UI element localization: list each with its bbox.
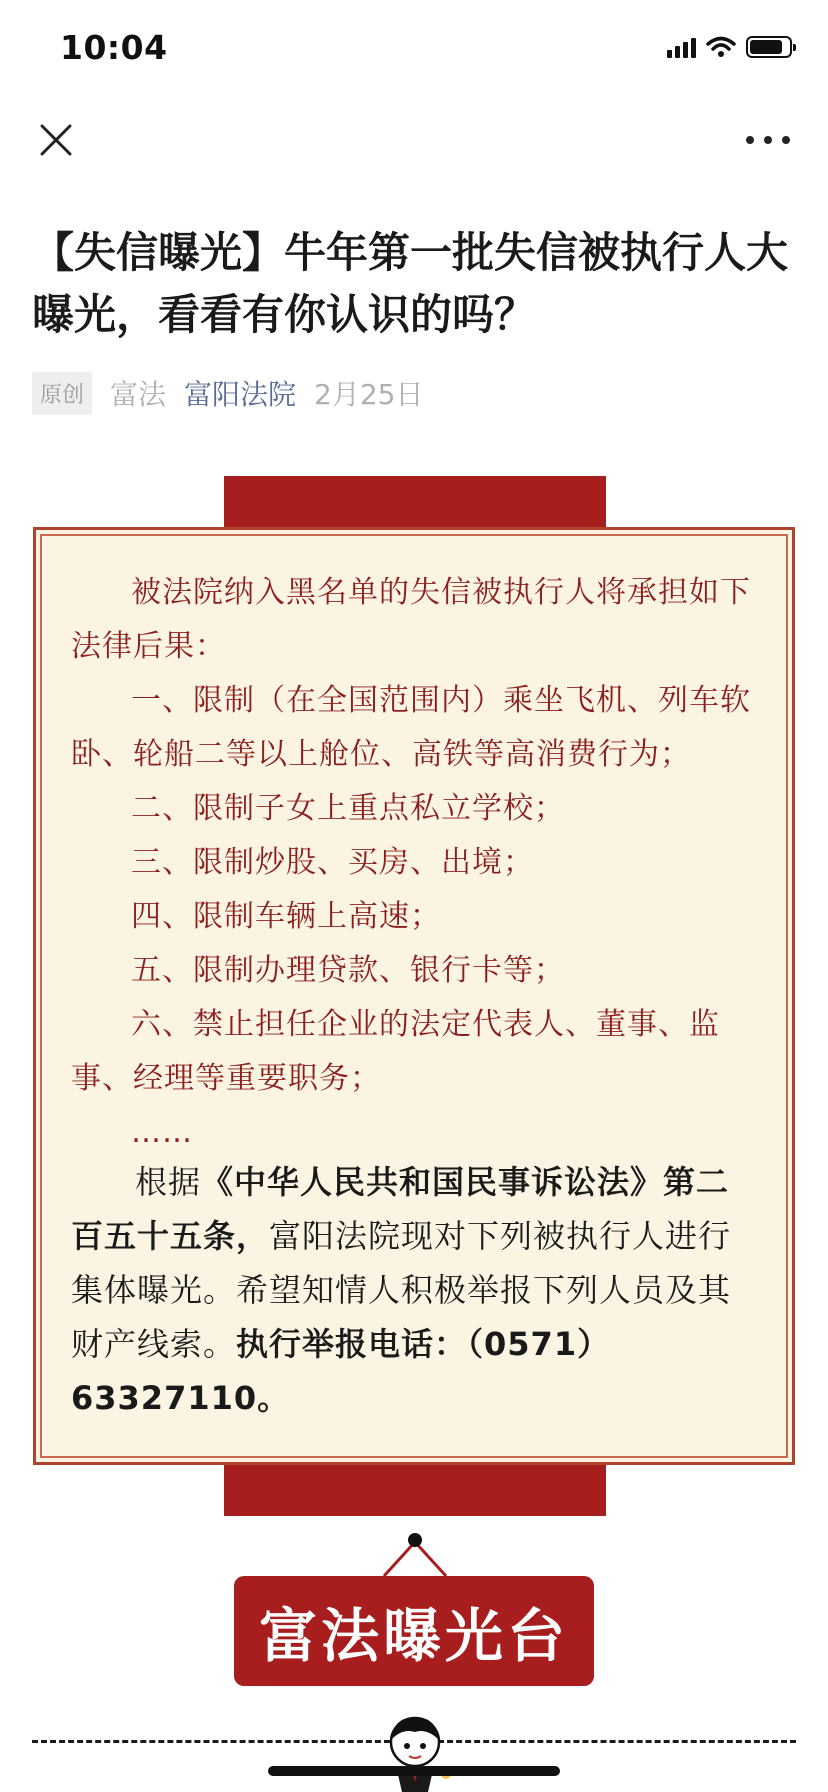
publish-date: 2月25日 — [314, 378, 424, 411]
battery-icon — [746, 36, 792, 58]
home-indicator[interactable] — [268, 1766, 560, 1776]
article-title: 【失信曝光】牛年第一批失信被执行人大曝光，看看有你认识的吗？ — [32, 228, 789, 339]
notice-item: 二、限制子女上重点私立学校； — [131, 791, 565, 826]
notice-item: 三、限制炒股、买房、出境； — [131, 845, 534, 880]
notice-footer-band — [224, 1460, 606, 1516]
hanger-icon — [380, 1530, 450, 1578]
notice-item: 一、限制（在全国范围内）乘坐飞机、列车软卧、轮船二等以上舱位、高铁等高消费行为； — [71, 683, 751, 772]
notice-item: 五、限制办理贷款、银行卡等； — [131, 953, 565, 988]
notice-card — [33, 527, 795, 1465]
original-badge: 原创 — [32, 372, 92, 415]
close-icon — [32, 116, 80, 164]
status-bar — [0, 0, 828, 100]
exposure-banner: 富法曝光台 — [234, 1576, 594, 1686]
para-prefix: 根据 — [135, 1163, 202, 1201]
account-link[interactable]: 富阳法院 — [184, 378, 297, 411]
notice-header-band — [224, 476, 606, 532]
status-time: 10:04 — [60, 28, 168, 67]
wifi-icon — [706, 36, 736, 58]
status-icons — [667, 36, 792, 58]
notice-item: 四、限制车辆上高速； — [131, 899, 441, 934]
more-icon — [738, 116, 798, 164]
mascot-icon — [372, 1712, 458, 1792]
law-reference: 《中华人民共和国民事诉讼法》第二百五十五条， — [71, 1163, 730, 1255]
signal-icon — [667, 36, 696, 58]
notice-item: 六、禁止担任企业的法定代表人、董事、监事、经理等重要职务； — [71, 1007, 720, 1096]
para-middle: 富阳法院现对下列被执行人进行集体曝光。希望知情人积极举报下列人员及其财产线索。 — [71, 1217, 732, 1363]
notice-intro: 被法院纳入黑名单的失信被执行人将承担如下法律后果： — [71, 575, 751, 664]
author-name: 富法 — [110, 378, 167, 411]
notice-paragraph — [71, 1155, 761, 1425]
report-phone: 执行举报电话：（0571）63327110。 — [71, 1325, 611, 1417]
close-button[interactable] — [32, 116, 80, 164]
notice-text — [71, 566, 761, 1160]
article-meta — [32, 372, 424, 414]
nav-bar — [0, 100, 828, 180]
more-button[interactable] — [738, 116, 798, 164]
notice-ellipsis: …… — [131, 1115, 193, 1150]
